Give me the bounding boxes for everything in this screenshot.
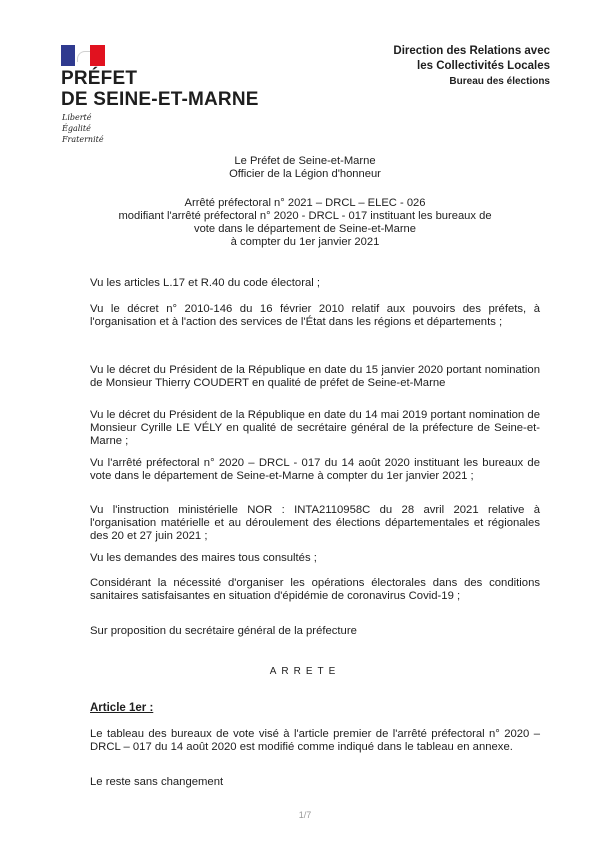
consideration-decret-2010: Vu le décret n° 2010-146 du 16 février 2010 relatif aux pouvoirs des préfets, à l'organisation et à l'action des services de l'État dans les régions et départements ; [90,303,540,329]
republic-motto [62,112,104,145]
consideration-electoral-code: Vu les articles L.17 et R.40 du code électoral ; [90,277,321,289]
article-1-remainder: Le reste sans changement [90,776,224,788]
flag-red-band [90,45,105,66]
consideration-proposal: Sur proposition du secrétaire général de la préfecture [90,625,357,637]
consideration-mayors: Vu les demandes des maires tous consultés ; [90,552,317,564]
decree-title-line1: Arrêté préfectoral n° 2021 – DRCL – ELEC - 026 [184,197,426,209]
authority-line2: Officier de la Légion d'honneur [229,168,381,180]
decree-title-line4: à compter du 1er janvier 2021 [230,236,380,248]
flag-blue-band [61,45,75,66]
decree-title-line2: modifiant l'arrêté préfectoral n° 2020 - DRCL - 017 instituant les bureaux de [118,210,492,222]
article-1-heading: Article 1er : [90,702,154,714]
authority-block [60,155,550,181]
motto-fraternite: Fraternité [62,135,104,144]
consideration-prefet-nomination: Vu le décret du Président de la République en date du 15 janvier 2020 portant nomination de Monsieur Thierry COUDERT en qualité de préfet de Seine-et-Marne [90,364,540,390]
consideration-arrete-2020: Vu l'arrêté préfectoral n° 2020 – DRCL - 017 du 14 août 2020 instituant les bureaux de vote dans le département de Seine-et-Marne à compter du 1er janvier 2021 ; [90,457,540,483]
issuing-bureau: Bureau des élections [449,76,550,87]
arrete-heading: ARRETE [269,666,341,677]
decree-title [60,197,550,249]
motto-liberte: Liberté [62,113,92,122]
consideration-secretary-nomination: Vu le décret du Président de la République en date du 14 mai 2019 portant nomination de Monsieur Cyrille LE VÉLY en qualité de secrétaire général de la préfecture de Seine-et-Marne ; [90,409,540,448]
marianne-flag-logo [61,45,105,66]
article-1-body: Le tableau des bureaux de vote visé à l'article premier de l'arrêté préfectoral n° 2020 – DRCL – 017 du 14 août 2020 est modifié comme indiqué dans le tableau en annexe. [90,728,540,754]
motto-egalite: Égalité [62,124,91,133]
prefecture-title-line1: PRÉFET [61,68,138,89]
consideration-covid: Considérant la nécessité d'organiser les opérations électorales dans des conditions sanitaires satisfaisantes en situation d'épidémie de coronavirus Covid-19 ; [90,577,540,603]
issuing-direction-line1: Direction des Relations avec [393,45,550,57]
decree-title-line3: vote dans le département de Seine-et-Marne [193,223,417,235]
issuing-service [393,44,550,89]
issuing-direction-line2: les Collectivités Locales [417,60,550,72]
authority-line1: Le Préfet de Seine-et-Marne [234,155,376,167]
prefecture-title [61,68,259,110]
flag-white-band [75,45,90,66]
consideration-ministerial-instruction: Vu l'instruction ministérielle NOR : INTA2110958C du 28 avril 2021 relative à l'organisation matérielle et au déroulement des élections départementales et régionales des 20 et 27 juin 2021 ; [90,504,540,543]
prefecture-title-line2: DE SEINE-ET-MARNE [61,89,259,110]
page-number: 1/7 [298,810,312,820]
